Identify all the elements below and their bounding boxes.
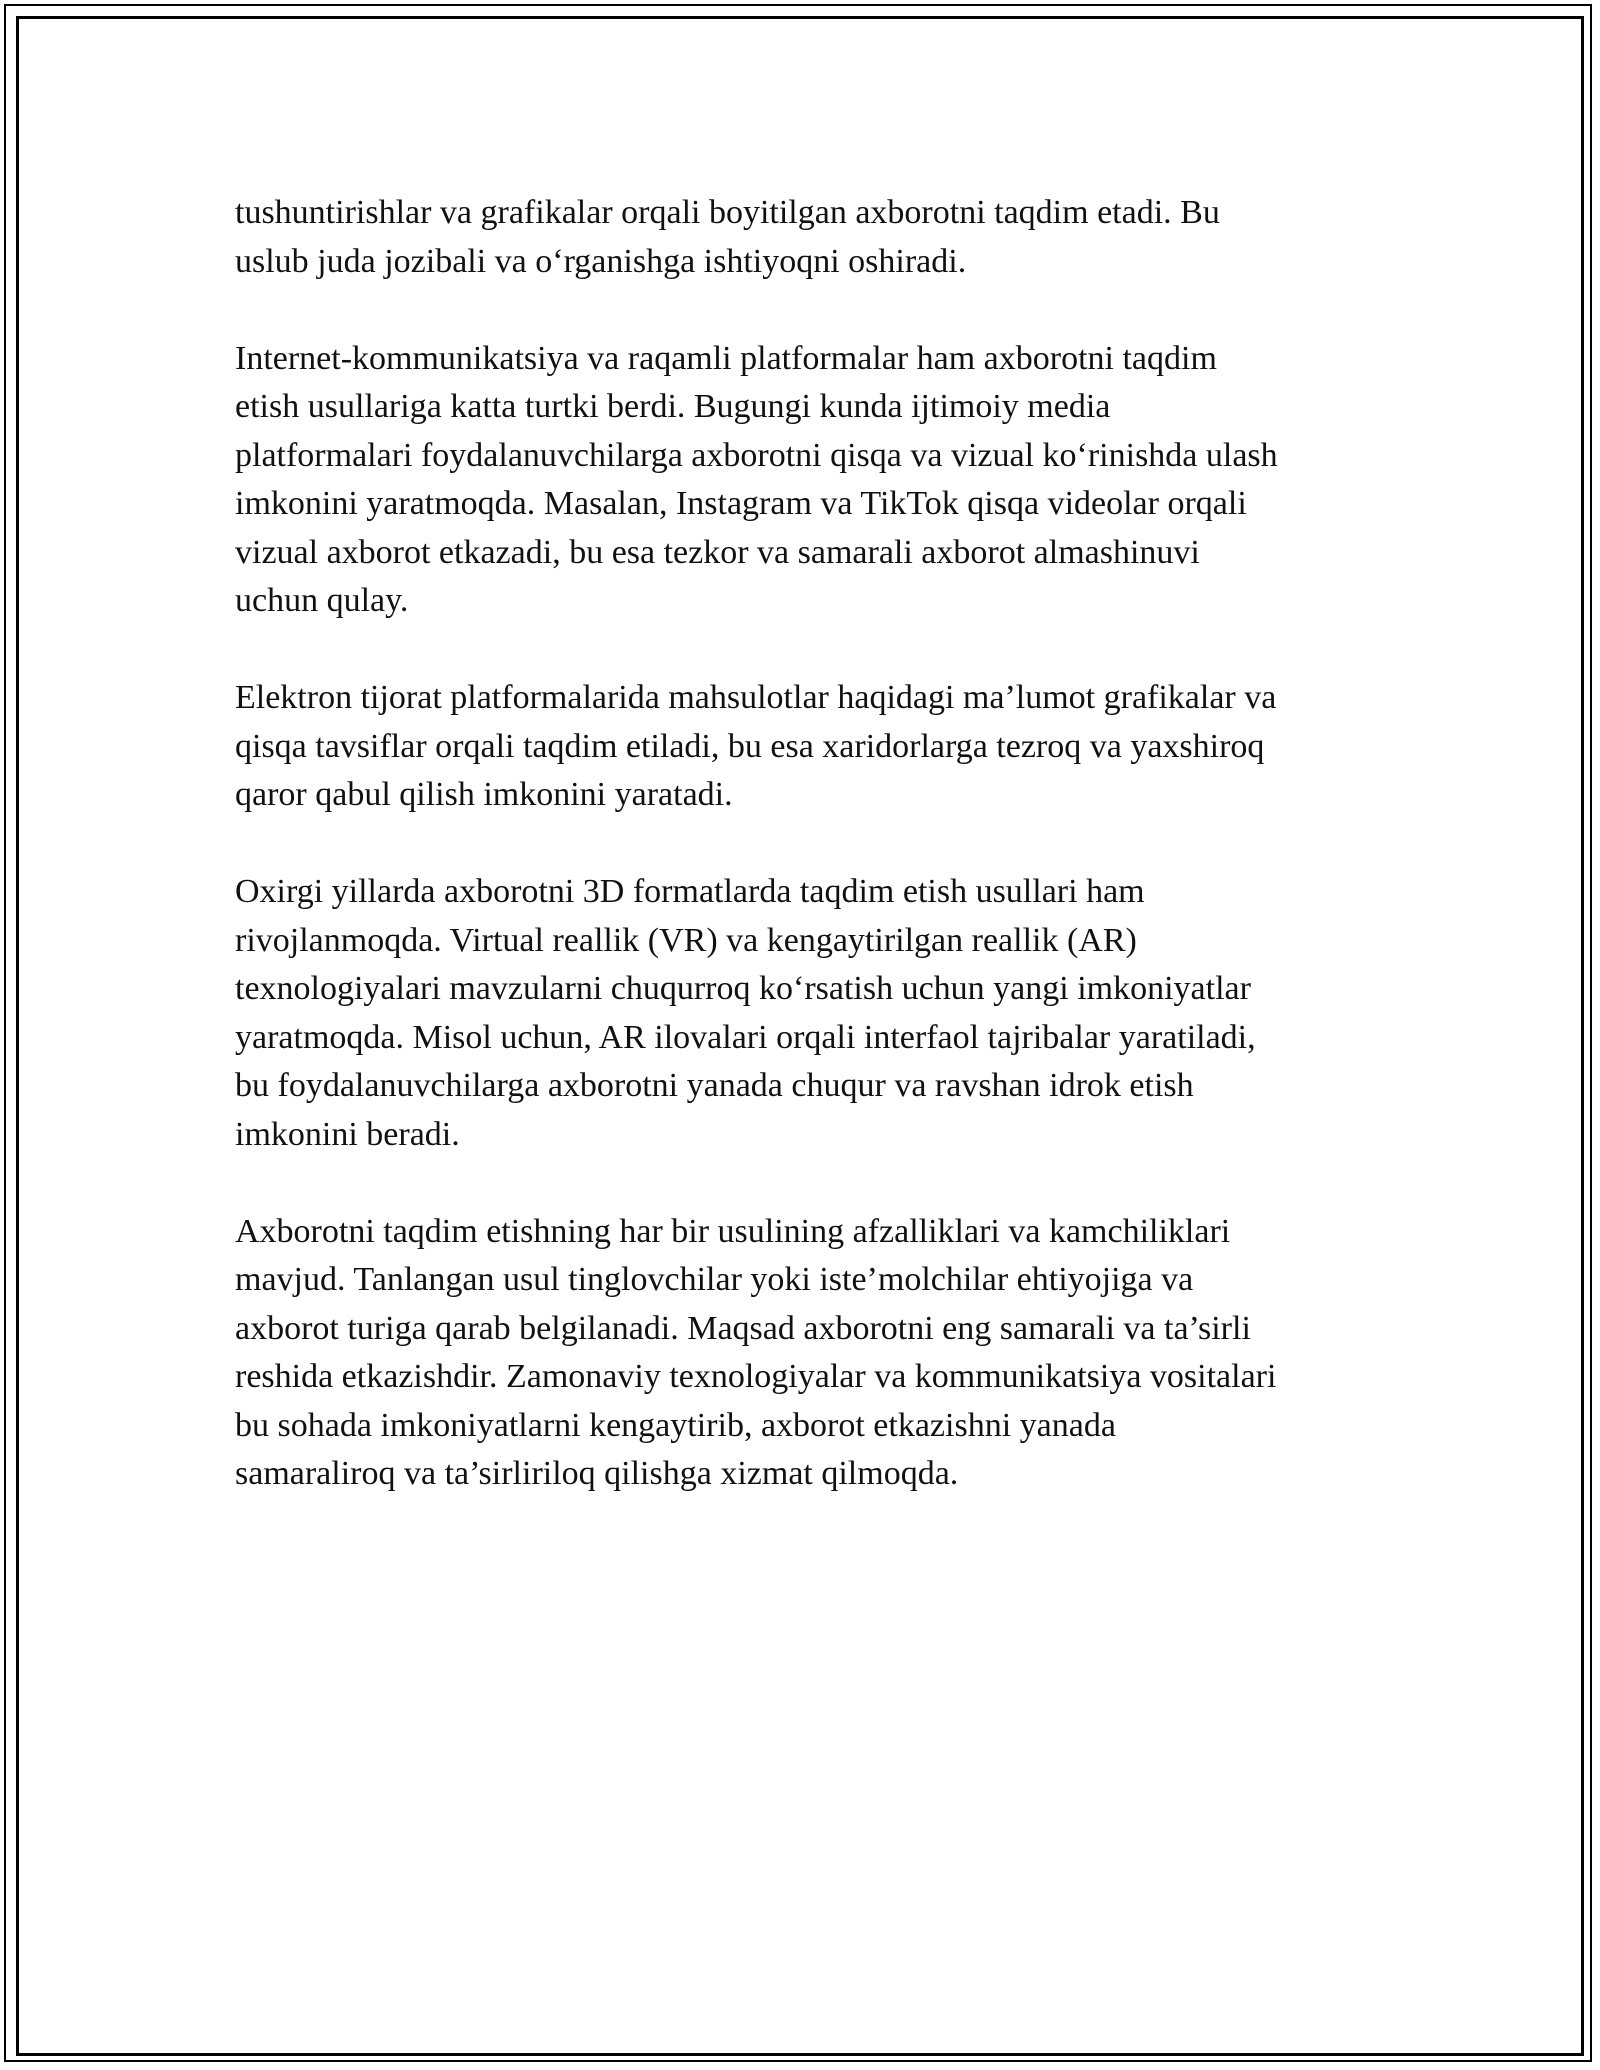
text-line: bu foydalanuvchilarga axborotni yanada chuqur va ravshan idrok etish: [235, 1067, 1194, 1104]
text-line: bu sohada imkoniyatlarni kengaytirib, axborot etkazishni yanada: [235, 1406, 1116, 1444]
paragraph-3: [235, 674, 1375, 820]
text-line: Elektron tijorat platformalarida mahsulotlar haqidagi ma’lumot grafikalar va: [235, 679, 1277, 716]
text-line: etish usullariga katta turtki berdi. Bugungi kunda ijtimoiy media: [235, 388, 1111, 425]
text-line: platformalari foydalanuvchilarga axborotni qisqa va vizual ko‘rinishda ulash: [235, 436, 1278, 474]
paragraph-4: [235, 868, 1375, 1159]
text-line: samaraliroq va ta’sirliriloq qilishga xizmat qilmoqda.: [235, 1455, 959, 1492]
text-line: qisqa tavsiflar orqali taqdim etiladi, bu esa xaridorlarga tezroq va yaxshiroq: [235, 727, 1265, 765]
text-line: axborot turiga qarab belgilanadi. Maqsad axborotni eng samarali va ta’sirli: [235, 1309, 1251, 1347]
paragraph-1: [235, 189, 1375, 286]
text-line: vizual axborot etkazadi, bu esa tezkor va samarali axborot almashinuvi: [235, 533, 1200, 571]
text-line: reshida etkazishdir. Zamonaviy texnologiyalar va kommunikatsiya vositalari: [235, 1358, 1277, 1395]
text-line: Oxirgi yillarda axborotni 3D formatlarda taqdim etish usullari ham: [235, 873, 1145, 910]
text-line: texnologiyalari mavzularni chuqurroq ko‘rsatish uchun yangi imkoniyatlar: [235, 970, 1251, 1007]
text-line: Internet-kommunikatsiya va raqamli platformalar ham axborotni taqdim: [235, 339, 1217, 377]
paragraph-2: [235, 335, 1375, 626]
text-line: tushuntirishlar va grafikalar orqali boyitilgan axborotni taqdim etadi. Bu: [235, 194, 1220, 231]
text-line: Axborotni taqdim etishning har bir usulining afzalliklari va kamchiliklari: [235, 1212, 1231, 1250]
text-line: uslub juda jozibali va o‘rganishga ishtiyoqni oshiradi.: [235, 242, 967, 280]
text-line: imkonini beradi.: [235, 1115, 460, 1153]
text-line: yaratmoqda. Misol uchun, AR ilovalari orqali interfaol tajribalar yaratiladi,: [235, 1018, 1256, 1056]
text-line: uchun qulay.: [235, 582, 409, 619]
document-body: [235, 189, 1375, 1547]
text-line: imkonini yaratmoqda. Masalan, Instagram va TikTok qisqa videolar orqali: [235, 485, 1247, 522]
paragraph-5: [235, 1208, 1375, 1499]
text-line: mavjud. Tanlangan usul tinglovchilar yoki iste’molchilar ehtiyojiga va: [235, 1261, 1194, 1298]
text-line: rivojlanmoqda. Virtual reallik (VR) va kengaytirilgan reallik (AR): [235, 921, 1137, 959]
text-line: qaror qabul qilish imkonini yaratadi.: [235, 776, 733, 813]
